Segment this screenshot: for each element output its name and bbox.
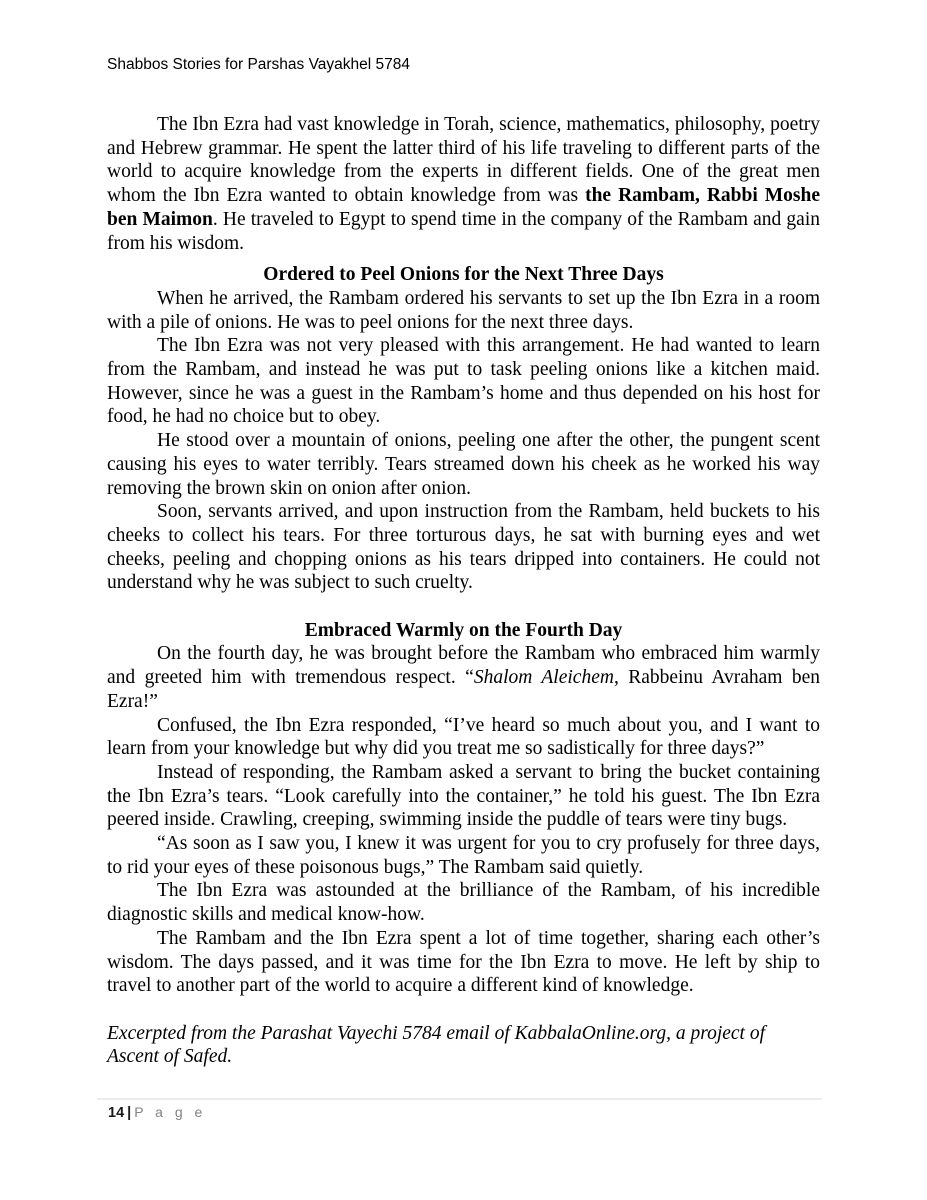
page-number: 14: [108, 1105, 125, 1121]
blank-line-spacer: [107, 998, 820, 1022]
bold-text-rambam-name: the Rambam, Rabbi Moshe ben Maimon: [107, 185, 820, 230]
attribution-excerpt: Excerpted from the Parashat Vayechi 5784 email of KabbalaOnline.org, a project of Ascent of Safed.: [107, 1022, 766, 1068]
story-paragraph-arrival: When he arrived, the Rambam ordered his servants to set up the Ibn Ezra in a room with a pile of onions. He was to peel onions for the next three days.: [107, 287, 820, 333]
paragraph-text: . He traveled to Egypt to spend time in the company of the Rambam and gain from his wisdom.: [107, 208, 820, 254]
document-body: [107, 113, 820, 1069]
story-paragraph-poisonous-bugs: “As soon as I saw you, I knew it was urgent for you to cry profusely for three days, to rid your eyes of these poisonous bugs,” The Rambam said quietly.: [107, 833, 820, 878]
story-paragraph-confused: Confused, the Ibn Ezra responded, “I’ve heard so much about you, and I want to learn from your knowledge but why did you treat me so sadistically for three days?”: [107, 714, 820, 760]
page-label: P a g e: [134, 1104, 207, 1120]
footer-separator: |: [127, 1105, 132, 1121]
footer-page-indicator: [97, 1104, 822, 1121]
story-paragraph-bucket-of-tears: Instead of responding, the Rambam asked a servant to bring the bucket containing the Ibn Ezra’s tears. “Look carefully into the container,” he told his guest. The Ibn Ezra peered inside. Crawling, creeping, swimming inside the puddle of tears were tiny bugs.: [107, 761, 820, 831]
italic-text-shalom-aleichem: Shalom Aleichem: [473, 667, 614, 689]
story-paragraph-intro: [107, 113, 820, 255]
story-paragraph-mountain-of-onions: He stood over a mountain of onions, peeling one after the other, the pungent scent causing his eyes to water terribly. Tears streamed down his cheek as he worked his way removing the brown skin on onion after onion.: [107, 430, 820, 499]
section-heading-embraced: Embraced Warmly on the Fourth Day: [304, 619, 623, 641]
page-footer: [97, 1098, 822, 1121]
section-heading-onions: Ordered to Peel Onions for the Next Three Days: [263, 264, 664, 286]
paragraph-text: On the fourth day, he was brought before the Rambam who embraced him warmly and greeted him with tremendous respect. “: [107, 643, 820, 689]
page-header-title: Shabbos Stories for Parshas Vayakhel 5784: [107, 56, 411, 73]
blank-line-spacer: [107, 595, 820, 619]
paragraph-text: , Rabbeinu Avraham ben Ezra!”: [107, 667, 821, 712]
story-paragraph-buckets: Soon, servants arrived, and upon instruction from the Rambam, held buckets to his cheeks to collect his tears. For three torturous days, he sat with burning eyes and wet cheeks, peeling and chopping onions as his tears dripped into containers. He could not understand why he was subject to such cruelty.: [107, 501, 820, 594]
story-paragraph-departure: The Rambam and the Ibn Ezra spent a lot of time together, sharing each other’s wisdom. The days passed, and it was time for the Ibn Ezra to move. He left by ship to travel to another part of the world to acquire a different kind of knowledge.: [107, 927, 820, 997]
story-paragraph-fourth-day: [107, 642, 820, 713]
story-paragraph-astounded: The Ibn Ezra was astounded at the brilliance of the Rambam, of his incredible diagnostic skills and medical know-how.: [107, 880, 820, 926]
story-paragraph-displeased: The Ibn Ezra was not very pleased with this arrangement. He had wanted to learn from the Rambam, and instead he was put to task peeling onions like a kitchen maid. However, since he was a guest in the Rambam’s home and thus depended on his host for food, he had no choice but to obey.: [107, 335, 820, 428]
paragraph-text: The Ibn Ezra had vast knowledge in Torah, science, mathematics, philosophy, poetry and Hebrew grammar. He spent the latter third of his life traveling to different parts of the world to acquire knowledge from the experts in different fields. One of the great men whom the Ibn Ezra wanted to obtain knowledge from was: [107, 114, 820, 207]
footer-divider: [97, 1098, 822, 1100]
